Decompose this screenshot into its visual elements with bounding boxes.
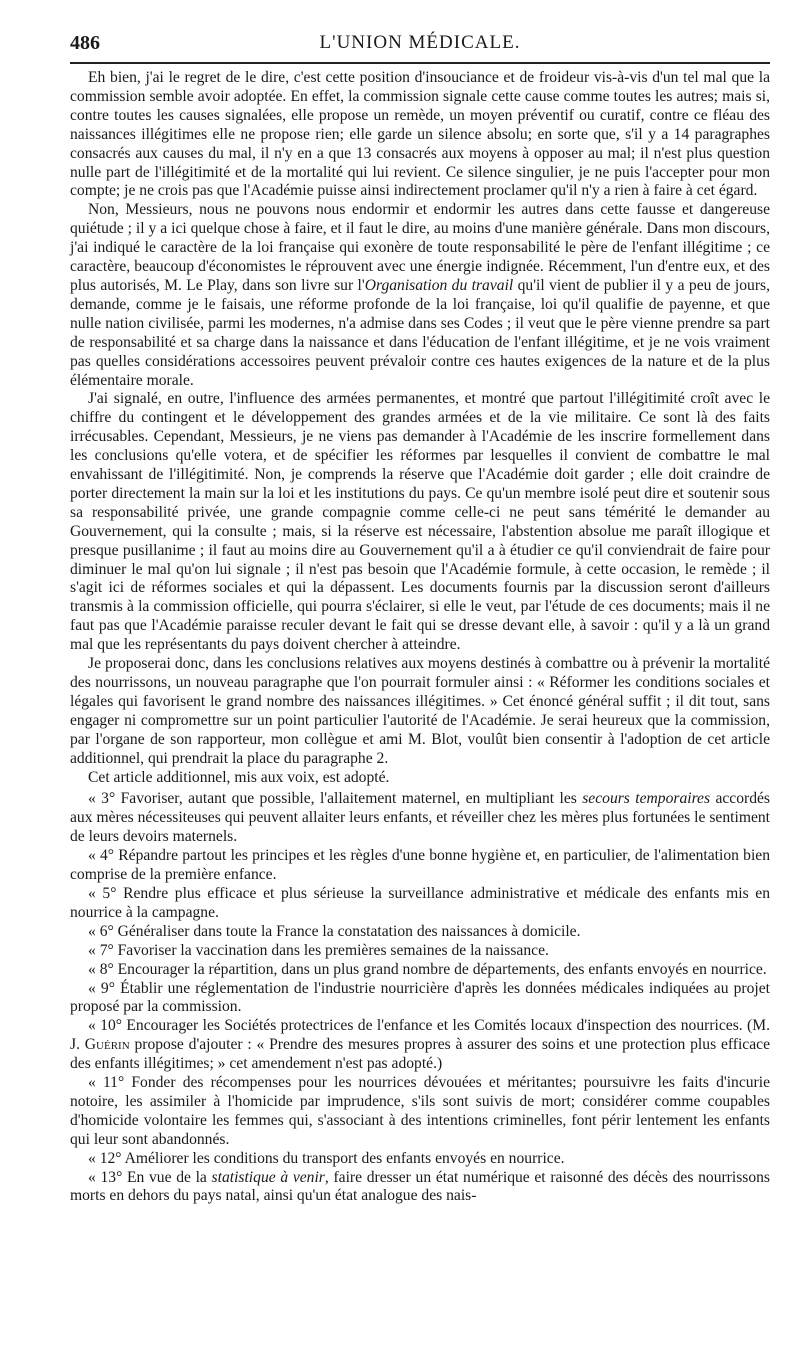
running-title: L'UNION MÉDICALE. [319,32,521,53]
book-title: Organisation du travail [364,276,514,294]
article-9: « 9° Établir une réglementation de l'industrie nourricière d'après les données médicales indiquées au projet proposé par la commission. [70,979,770,1016]
article-text: « 3° Favoriser, autant que possible, l'allaitement maternel, en multipliant les [88,790,583,808]
article-text: , faire dresser un état numérique et raisonné des décès des nourrissons morts en dehors du pays natal, ainsi qu'un état analogue des nais- [70,1168,771,1205]
paragraph: Cet article additionnel, mis aux voix, est adopté. [88,768,390,786]
article-4: « 4° Répandre partout les principes et les règles d'une bonne hygiène et, en particulier, de l'alimentation bien comprise de la première enfance. [70,847,770,884]
article-6: « 6° Généraliser dans toute la France la constatation des naissances à domicile. [88,922,581,940]
article-3 [70,790,770,847]
author-name: Guérin [84,1036,130,1054]
article-text: « 13° En vue de la [88,1168,212,1186]
page-header [70,28,770,62]
body-text [70,69,770,1206]
paragraph-text: qu'il vient de publier il y a peu de jours, demande, comme je le faisais, une réforme profonde de la loi française, loi qu'il qualifie de payenne, et que nulle nation civilisée, parmi les modernes, n'a admise dans ses Codes ; il veut que le père vienne prendre sa part de responsabilité et sa charge dans la naissance et dans l'éducation de l'enfant illégitime, et je ne vois vraiment pas quelles considérations accessoires peuvent prévaloir contre ces hautes exigences de la nature et de la plus élémentaire morale. [70,276,770,389]
article-13 [70,1169,770,1207]
article-10 [70,1017,770,1074]
page [70,28,770,1206]
paragraph [70,201,770,390]
article-5: « 5° Rendre plus efficace et plus sérieuse la surveillance administrative et médicale des enfants mis en nourrice à la campagne. [70,884,770,921]
article-text: propose d'ajouter : « Prendre des mesures propres à assurer des soins et une protection plus efficace des enfants illégitimes; » cet amendement n'est pas adopté.) [70,1036,770,1073]
paragraph: J'ai signalé, en outre, l'influence des armées permanentes, et montré que partout l'illégitimité croît avec le chiffre du contingent et le développement des grandes armées et de la vie militaire. Ce sont là des faits irrécusables. Cependant, Messieurs, je ne viens pas demander à l'Académie de les inscrire formellement dans les conclusions qu'elle votera, et de spécifier les réformes par lesquelles il convient de combattre le mal envahissant de l'illégitimité. Non, je comprends la réserve que l'Académie doit garder ; elle doit craindre de porter directement la main sur la loi et les institutions du pays. Ce qu'un membre isolé peut dire et soutenir sous sa responsabilité privée, une grande compagnie comme celle-ci ne peut sans témérité le demander au Gouvernement, qui la consulte ; mais, si la réserve est nécessaire, l'abstention absolue me paraît illogique et presque pusillanime ; il faut au moins dire au Gouvernement qu'il a à étudier ce qu'il conviendrait de faire pour diminuer le mal qu'on lui signale ; il n'est pas besoin que l'Académie formule, à cette occasion, le remède ; il s'agit ici de réformes sociales et qui la dépassent. Les documents fournis par la discussion seront d'ailleurs transmis à la commission officielle, qui pourra s'éclairer, si elle le veut, par l'étude de ces documents; mais il ne faut pas que l'Académie paraisse reculer devant le fait qui se dresse devant elle, à savoir : qu'il y a là un grand mal que les représentants du pays doivent chercher à atteindre. [70,390,770,654]
paragraph: Je proposerai donc, dans les conclusions relatives aux moyens destinés à combattre ou à prévenir la mortalité des nourrissons, un nouveau paragraphe que l'on pourrait formuler ainsi : « Réformer les conditions sociales et légales qui favorisent le grand nombre des naissances illégitimes. » Cet énoncé général suffit ; il dit tout, sans engager ni compromettre sur un point particulier l'autorité de l'Académie. Je serai heureux que la commission, par l'organe de son rapporteur, mon collègue et ami M. Blot, voulût bien consentir à l'adoption de cet article additionnel, qui prendrait la place du paragraphe 2. [70,655,770,767]
paragraph: Eh bien, j'ai le regret de le dire, c'est cette position d'insouciance et de froideur vis-à-vis d'un tel mal que la commission semble avoir adoptée. En effet, la commission signale cette cause comme toutes les autres; mais si, contre toutes les causes signalées, elle propose un remède, un moyen préventif ou curatif, contre ce fléau des naissances illégitimes elle ne propose rien; elle garde un silence absolu; en sorte que, s'il y a 14 paragraphes consacrés aux causes du mal, il n'y en a que 13 consacrés aux moyens à opposer au mal; il n'est plus question nulle part de l'illégitimité et de la mortalité qui lui revient. Ce silence singulier, je ne puis l'accepter pour mon compte; je ne crois pas que l'Académie puisse ainsi indirectement proclamer qu'il n'y a rien à faire à cet égard. [70,69,770,200]
page-number: 486 [70,32,100,54]
article-text: accordés aux mères nécessiteuses qui peuvent allaiter leurs enfants, et réveiller chez les mères plus fortunées le sentiment de leurs devoirs maternels. [70,790,770,846]
article-emphasis: statistique à venir [211,1168,325,1186]
article-7: « 7° Favoriser la vaccination dans les premières semaines de la naissance. [88,941,549,959]
article-12: « 12° Améliorer les conditions du transport des enfants envoyés en nourrice. [88,1149,565,1167]
article-text: « 10° Encourager les Sociétés protectrices de l'enfance et les Comités locaux d'inspection des nourrices. (M. J. [70,1017,770,1054]
header-rule [70,62,770,64]
paragraph-text: Non, Messieurs, nous ne pouvons nous endormir et endormir les autres dans cette fausse et dangereuse quiétude ; il y a ici quelque chose à faire, et il faut le dire, au moins d'une manière générale. Dans mon discours, j'ai indiqué le caractère de la loi française qui exonère de toute responsabilité le père de l'enfant illégitime ; ce caractère, beaucoup d'économistes le réprouvent avec une énergie indignée. Récemment, l'un d'entre eux, et des plus autorisés, M. Le Play, dans son livre sur l' [70,201,770,294]
article-11: « 11° Fonder des récompenses pour les nourrices dévouées et méritantes; poursuivre les faits d'incurie notoire, les assimiler à l'homicide par imprudence, s'ils sont suivis de mort; considérer comme coupables d'homicide volontaire les femmes qui, s'associant à des intentions criminelles, font périr lentement les enfants qui leur sont abandonnés. [70,1074,770,1148]
article-emphasis: secours temporaires [582,790,711,808]
article-8: « 8° Encourager la répartition, dans un plus grand nombre de départements, des enfants envoyés en nourrice. [88,960,767,978]
